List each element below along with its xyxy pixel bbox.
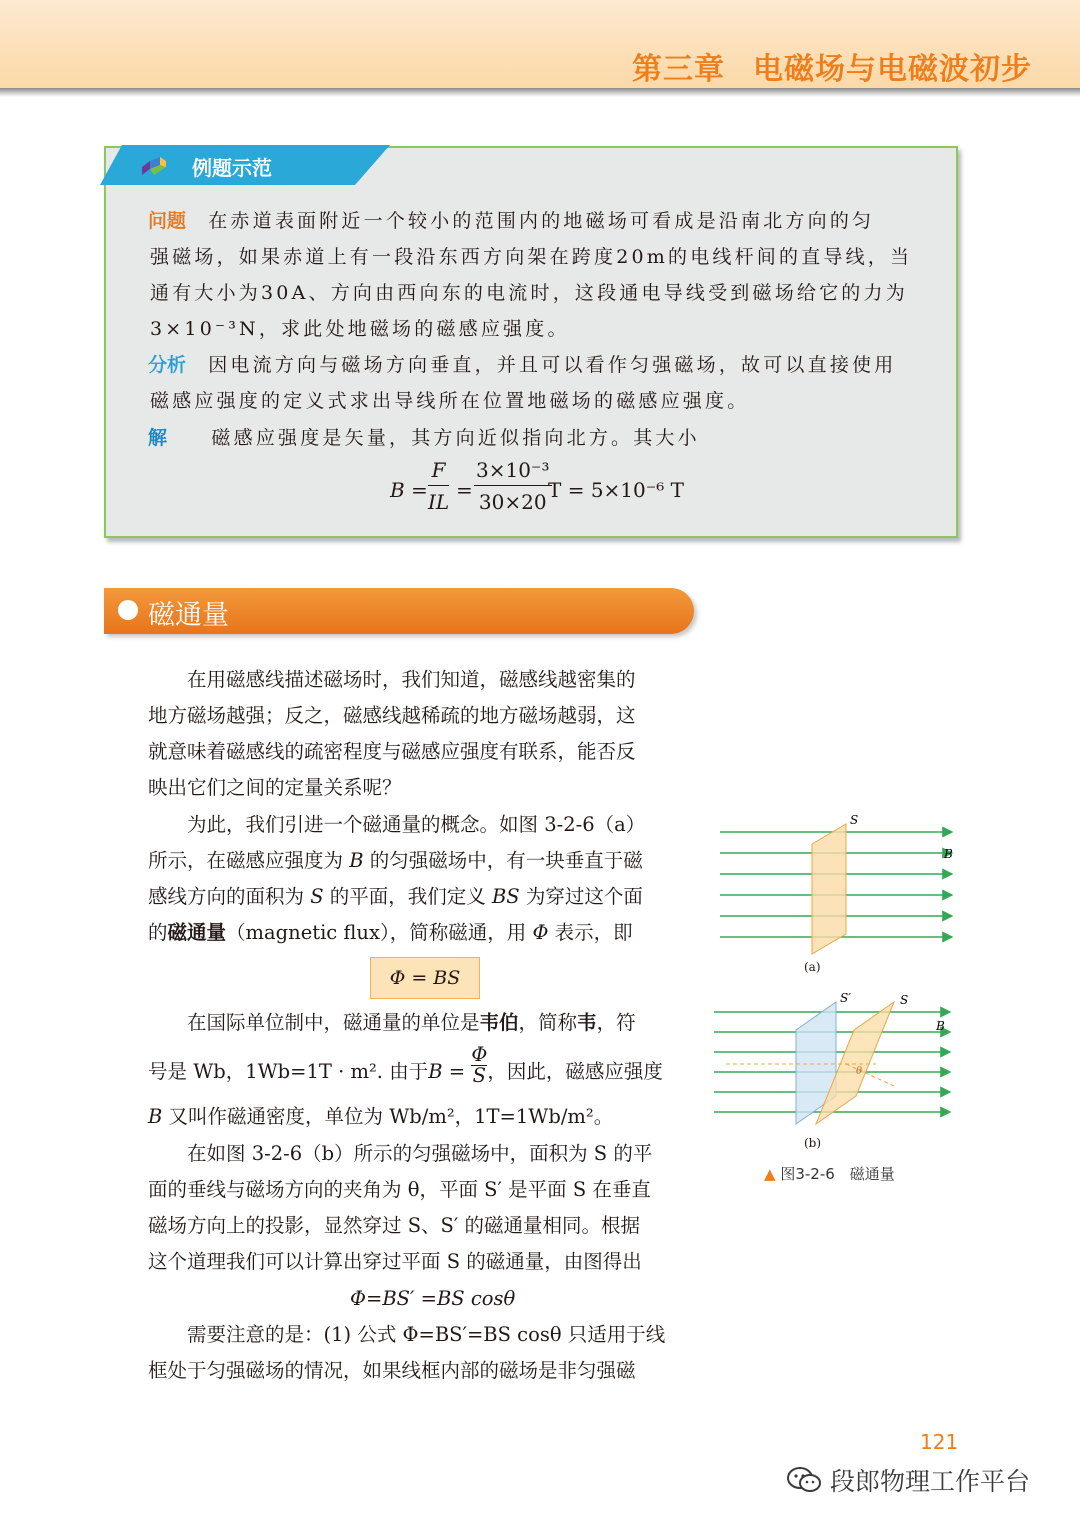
- flux-formula-box: Φ = BS: [370, 957, 480, 999]
- watermark-text: 段郎物理工作平台: [830, 1467, 1031, 1496]
- formula-result: T = 5×10⁻⁶ T: [548, 478, 685, 502]
- chapter-title: 电磁场与电磁波初步: [753, 52, 1032, 87]
- para4-line-4: 这个道理我们可以计算出穿过平面 S 的磁通量，由图得出: [148, 1250, 642, 1273]
- formula-f-numerator: F: [428, 458, 449, 486]
- para5-line-1: 需要注意的是：(1) 公式 Φ=BS′=BS cosθ 只适用于线: [148, 1323, 666, 1346]
- para2-line-3: 感线方向的面积为 S 的平面，我们定义 BS 为穿过这个面: [148, 885, 643, 908]
- analysis-tag: 分析: [148, 354, 187, 376]
- question-tag: 问题: [148, 210, 187, 232]
- para2-line-2: 所示，在磁感应强度为 B 的匀强磁场中，有一块垂直于磁: [148, 849, 643, 872]
- figure-b-label: (b): [804, 1136, 822, 1150]
- figure-a-label: (a): [804, 960, 821, 974]
- section-title: 磁通量: [148, 600, 229, 631]
- question-line-4: 3×10⁻³N，求此处地磁场的磁感应强度。: [150, 318, 570, 340]
- label-theta: θ: [856, 1066, 863, 1077]
- para4-line-3: 磁场方向上的投影，显然穿过 S、S′ 的磁通量相同。根据: [148, 1214, 641, 1237]
- para2-line-1: 为此，我们引进一个磁通量的概念。如图 3-2-6（a）: [148, 813, 646, 836]
- header-shadow: [0, 88, 1080, 97]
- para1-line-4: 映出它们之间的定量关系呢？: [148, 776, 402, 799]
- para1-line-1: 在用磁感线描述磁场时，我们知道，磁感线越密集的: [148, 668, 636, 691]
- example-tab: [100, 145, 390, 185]
- watermark: [786, 1462, 1030, 1498]
- figure-b-diagram: [706, 990, 962, 1130]
- example-tab-label: 例题示范: [192, 156, 272, 180]
- solution-text: 磁感应强度是矢量，其方向近似指向北方。其大小: [211, 427, 700, 449]
- formula-lhs: B =: [390, 478, 428, 502]
- analysis-line-1: [148, 347, 896, 383]
- chapter-heading: [632, 44, 1032, 88]
- label-s-a: S: [850, 813, 859, 827]
- label-b-b: B: [936, 1019, 945, 1033]
- label-s-b: S: [900, 993, 909, 1007]
- page-number: 121: [920, 1430, 959, 1454]
- para5-line-2: 框处于匀强磁场的情况，如果线框内部的磁场是非匀强磁: [148, 1359, 636, 1382]
- para4-line-2: 面的垂线与磁场方向的夹角为 θ，平面 S′ 是平面 S 在垂直: [148, 1178, 651, 1201]
- caption-triangle-icon: ▲: [764, 1165, 776, 1183]
- caption-text: 图3-2-6 磁通量: [780, 1165, 895, 1183]
- question-line-2: 强磁场，如果赤道上有一段沿东西方向架在跨度20m的电线杆间的直导线，当: [150, 246, 913, 268]
- analysis-text: 因电流方向与磁场方向垂直，并且可以看作匀强磁场，故可以直接使用: [208, 354, 897, 376]
- figure-caption: [764, 1163, 895, 1184]
- para4-line-1: 在如图 3-2-6（b）所示的匀强磁场中，面积为 S 的平: [148, 1142, 653, 1165]
- flux-density-fraction: $\frac{\Phi}{S}$: [471, 1043, 488, 1087]
- plane-s-a: [812, 824, 846, 954]
- label-s-prime: S′: [840, 991, 851, 1005]
- para1-line-3: 就意味着磁感线的疏密程度与磁感应强度有联系，能否反: [148, 740, 636, 763]
- analysis-line-2: 磁感应强度的定义式求出导线所在位置地磁场的磁感应强度。: [150, 390, 750, 412]
- formula-fraction-value: [474, 458, 552, 514]
- question-text: 在赤道表面附近一个较小的范围内的地磁场可看成是沿南北方向的匀: [208, 210, 875, 232]
- formula-f-denominator: IL: [428, 490, 450, 514]
- formula-equals: =: [456, 478, 473, 502]
- solution-line: [148, 420, 700, 456]
- formula-value-denominator: 30×20: [478, 490, 547, 514]
- para3-line-1: 在国际单位制中，磁通量的单位是韦伯，简称韦，符: [148, 1011, 636, 1034]
- formula-fraction-f: [428, 458, 449, 514]
- arrow-cube-icon: [140, 155, 168, 177]
- term-magnetic-flux: 磁通量: [167, 921, 227, 944]
- formula-value-numerator: 3×10⁻³: [474, 458, 552, 486]
- solution-tag: 解: [148, 427, 168, 449]
- para3-line-3: B 又叫作磁通密度，单位为 Wb/m²，1T=1Wb/m²。: [148, 1105, 614, 1128]
- question-line-1: [148, 203, 874, 239]
- wechat-icon: [786, 1466, 822, 1494]
- question-line-3: 通有大小为30A、方向由西向东的电流时，这段通电导线受到磁场给它的力为: [150, 282, 908, 304]
- chapter-number: 第三章: [632, 52, 725, 87]
- projection-formula: Φ=BS′ =BS cosθ: [350, 1287, 516, 1310]
- section-bullet: [118, 600, 138, 620]
- para3-line-2: 号是 Wb，1Wb=1T · m². 由于B = $\frac{\Phi}{S}$ ，因此，磁感应强度: [148, 1043, 663, 1087]
- label-b-a: B: [944, 847, 953, 861]
- figure-a-diagram: [712, 812, 962, 962]
- para2-line-4: 的磁通量（magnetic flux），简称磁通，用 Φ 表示，即: [148, 921, 633, 944]
- para1-line-2: 地方磁场越强；反之，磁感线越稀疏的地方磁场越弱，这: [148, 704, 636, 727]
